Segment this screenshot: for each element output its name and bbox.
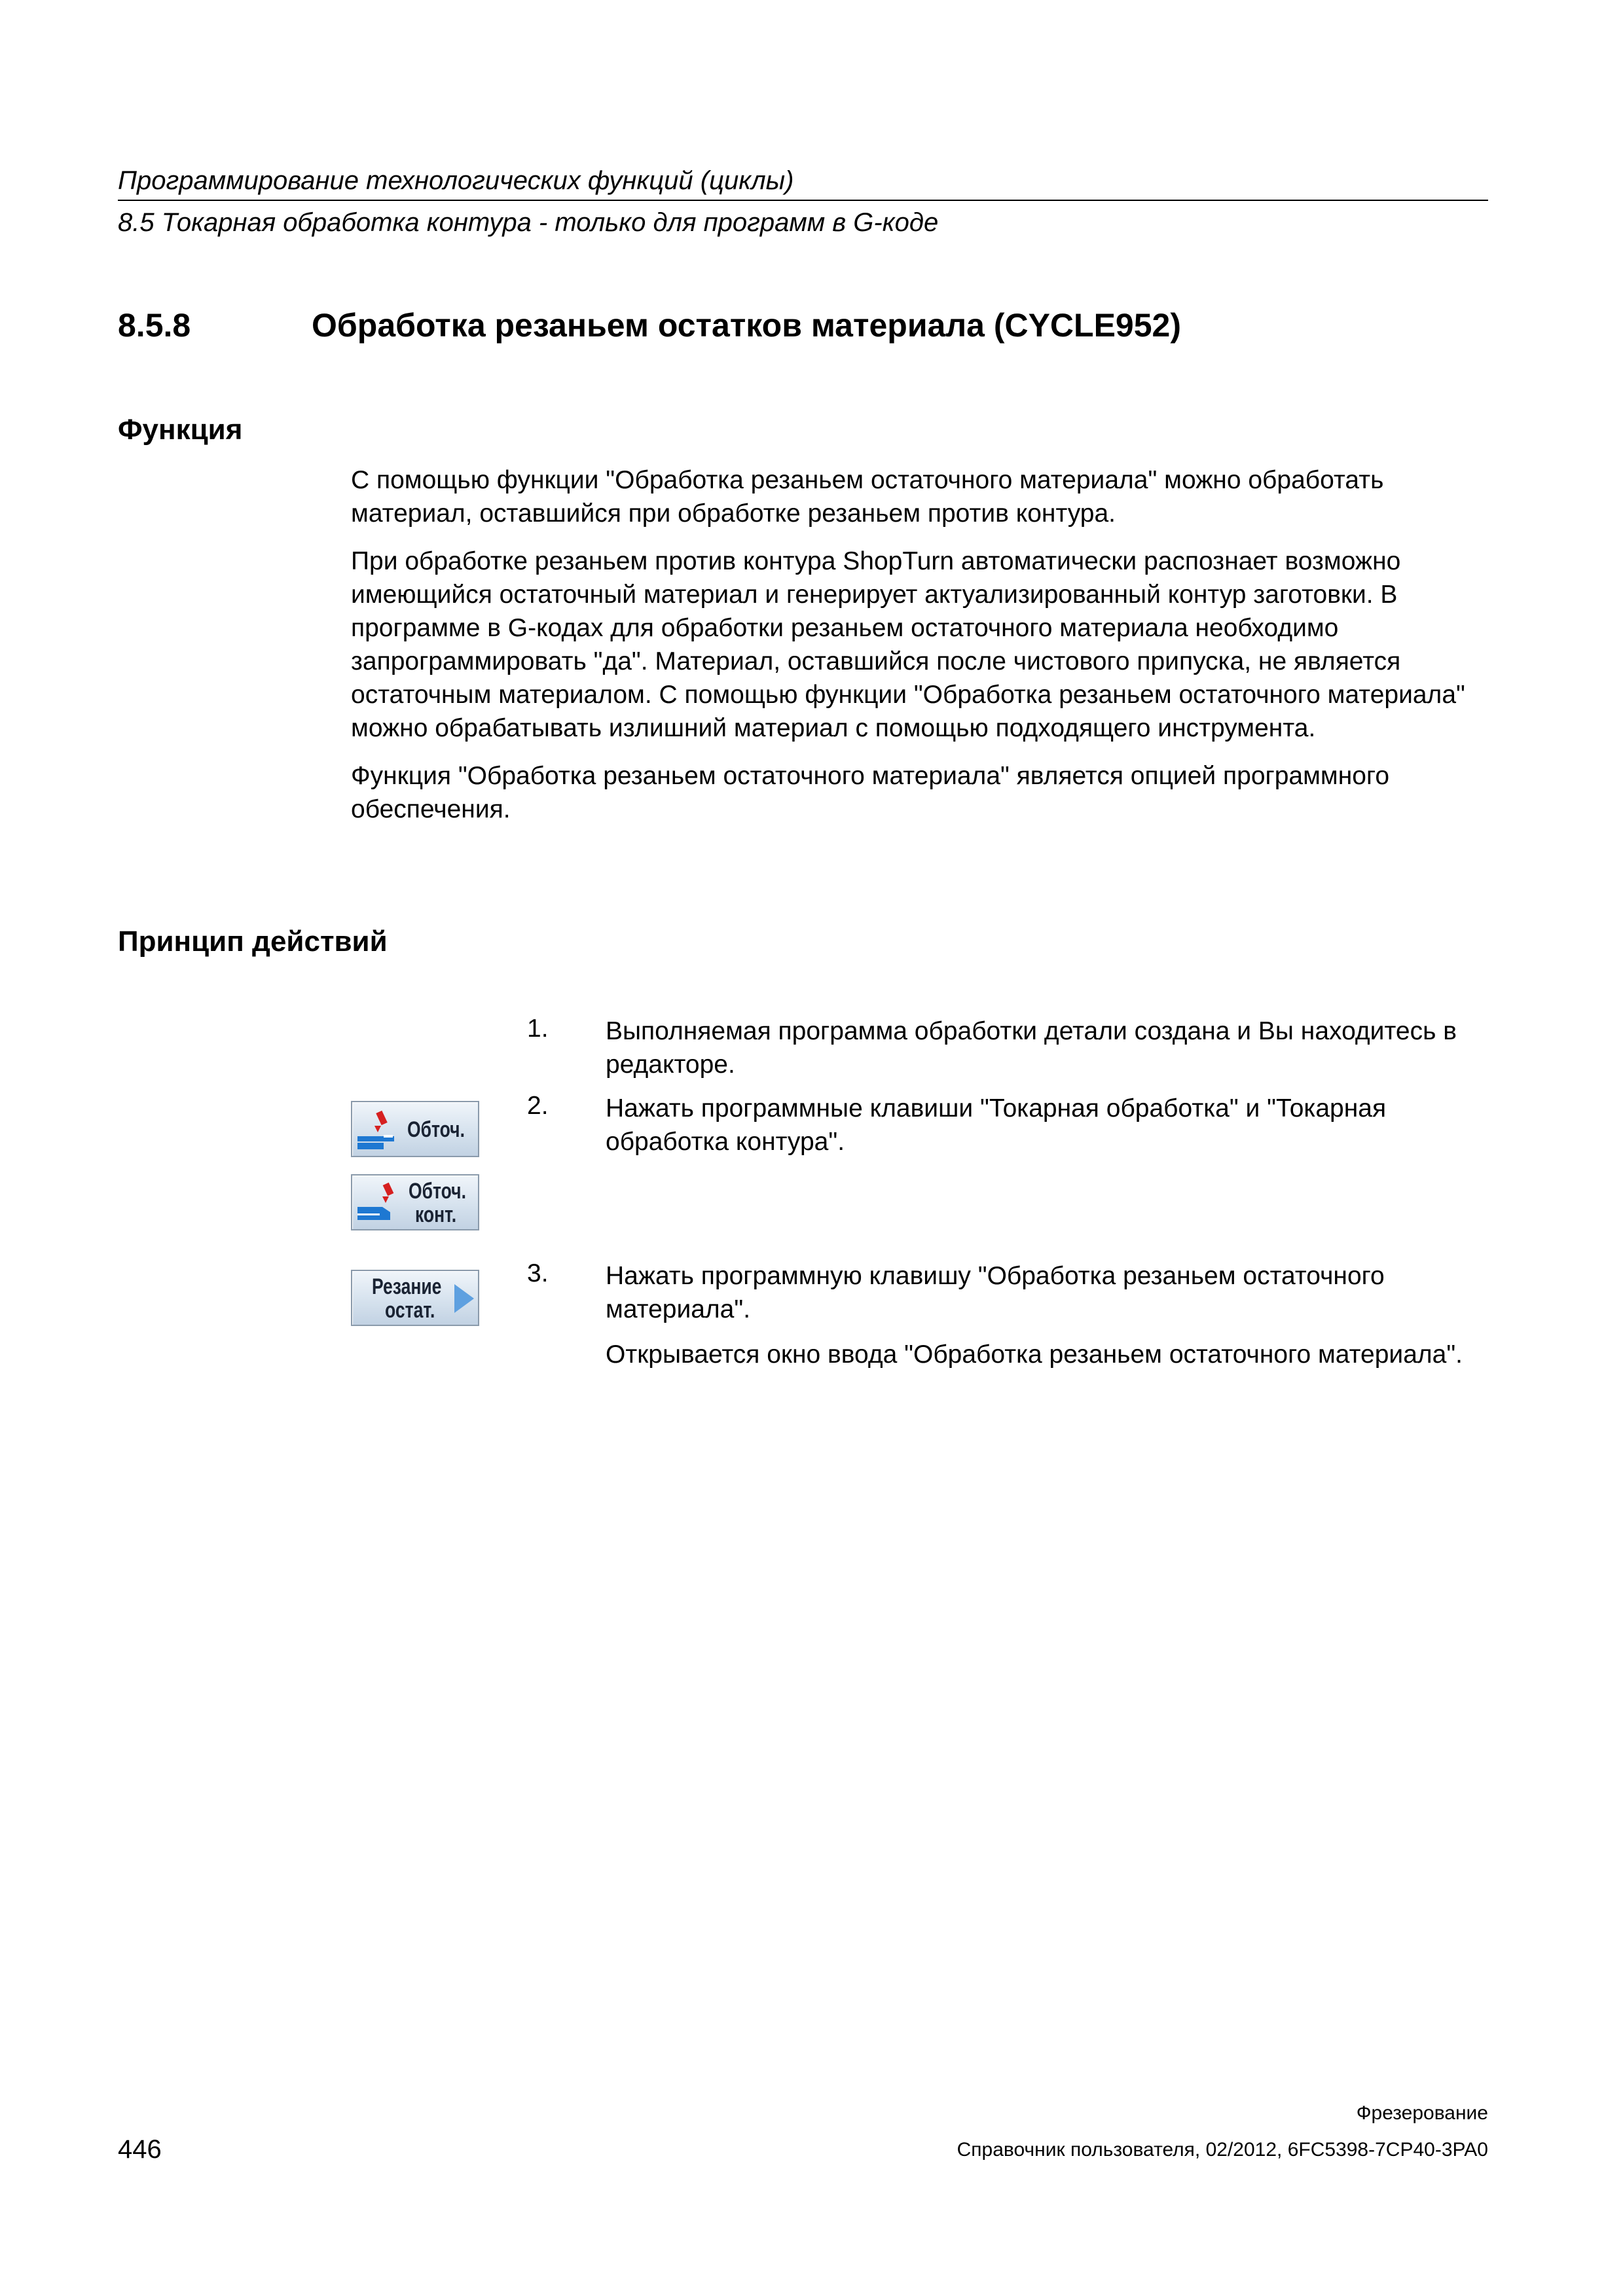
step-3-note: Открывается окно ввода "Обработка резаньем остаточного материала". [606, 1340, 1463, 1369]
arrow-right-icon [454, 1284, 474, 1313]
step-text [606, 1092, 1489, 1170]
section-number: 8.5.8 [118, 307, 191, 344]
function-heading: Функция [118, 414, 243, 446]
step-1-text: Выполняемая программа обработки детали создана и Вы находитесь в редакторе. [606, 1017, 1457, 1079]
step-number: 3. [527, 1259, 549, 1287]
step-text [606, 1014, 1489, 1093]
step-3-text: Нажать программную клавишу "Обработка резаньем остаточного материала". [606, 1262, 1385, 1323]
softkey-residual-cutting [351, 1270, 479, 1326]
function-paragraph: С помощью функции "Обработка резаньем остаточного материала" можно обработать материал, оставшийся при обработке резаньем против контура. [351, 466, 1384, 528]
softkey-contour-turning [351, 1174, 479, 1230]
turning-tool-icon [356, 1106, 402, 1153]
step-number: 1. [527, 1014, 549, 1043]
contour-turning-icon [356, 1179, 402, 1227]
section-title: Обработка резаньем остатков материала (CYCLE952) [312, 307, 1182, 344]
page-number: 446 [118, 2135, 162, 2164]
softkey-residual-line1: Резание [372, 1274, 442, 1299]
function-paragraph: При обработке резаньем против контура ShopTurn автоматически распознает возможно имеющийся остаточный материал и генерирует актуализированный контур заготовки. В программе в G-кодах для обработки резаньем остаточного материала необходимо запрограммировать "да". Материал, оставшийся после чистового припуска, не является остаточным материалом. С помощью функции "Обработка резаньем остаточного материала" можно обрабатывать излишний материал с помощью подходящего инструмента. [351, 547, 1465, 742]
step-2-text: Нажать программные клавиши "Токарная обработка" и "Токарная обработка контура". [606, 1094, 1387, 1156]
softkey-contour-turning-line1: Обточ. [409, 1179, 466, 1204]
step-number: 2. [527, 1092, 549, 1120]
function-text [351, 463, 1490, 840]
principle-heading: Принцип действий [118, 925, 388, 958]
footer-book-title: Фрезерование [1356, 2102, 1488, 2124]
softkey-residual-line2: остат. [385, 1298, 435, 1323]
softkey-turning [351, 1101, 479, 1157]
step-text [606, 1259, 1489, 1383]
running-header-chapter: Программирование технологических функций (циклы) [118, 166, 794, 195]
header-rule [118, 200, 1488, 201]
footer-manual-info: Справочник пользователя, 02/2012, 6FC5398-7CP40-3PA0 [957, 2139, 1488, 2161]
softkey-contour-turning-line2: конт. [415, 1202, 457, 1227]
running-header-section: 8.5 Токарная обработка контура - только для программ в G-коде [118, 208, 939, 237]
function-paragraph: Функция "Обработка резаньем остаточного материала" является опцией программного обеспечения. [351, 762, 1390, 823]
softkey-turning-label: Обточ. [407, 1117, 465, 1142]
